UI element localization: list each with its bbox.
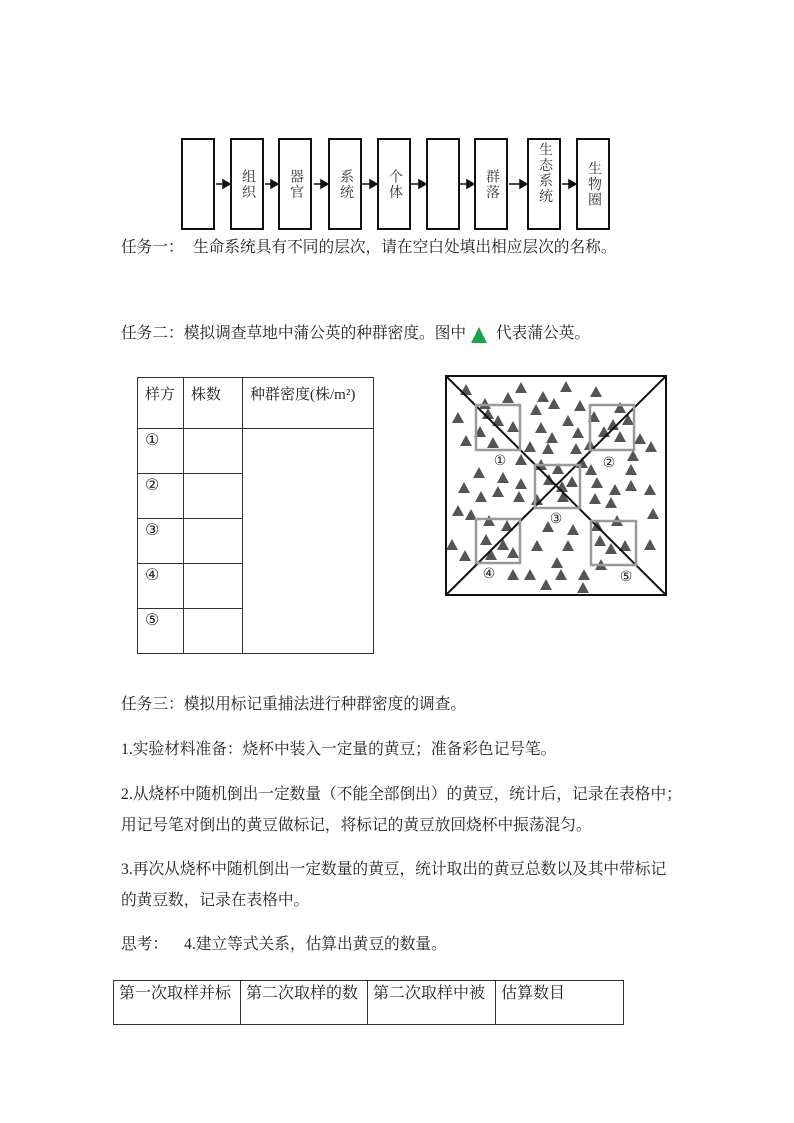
dandelion-marker [460,384,472,395]
row-label: ④ [138,564,184,609]
task2-legend-text: 代表蒲公英。 [496,325,591,342]
row-label: ③ [138,519,184,564]
dandelion-marker [459,550,471,561]
dandelion-marker [562,540,574,551]
count-cell [184,564,243,609]
dandelion-marker [625,480,637,491]
dandelion-marker [577,582,589,593]
dandelion-markers [446,381,659,593]
dandelion-marker [574,400,586,411]
count-cell [184,474,243,519]
dandelion-marker [452,412,464,423]
level-box-ecosystem [527,138,561,230]
dandelion-marker [507,569,519,580]
dandelion-marker [546,432,558,443]
dandelion-marker [614,402,626,413]
dandelion-marker [507,547,519,558]
dandelion-marker [570,443,582,454]
dandelion-marker [540,579,552,590]
quadrat-table [137,377,374,654]
arrowhead [467,180,474,188]
arrowhead [223,180,230,188]
level-box-system [328,138,362,230]
arrowhead [569,180,576,188]
dandelion-marker [591,477,603,488]
dandelion-marker [537,391,549,402]
dandelion-marker [622,414,634,425]
level-label: 组织 [240,168,255,200]
think-label: 思考： [121,936,169,953]
dandelion-marker [515,478,527,489]
dandelion-marker [458,482,470,493]
level-label: 系统 [338,168,353,200]
table-row [138,429,374,474]
dandelion-marker [480,534,492,545]
dandelion-marker [555,569,567,580]
dandelion-marker [507,421,519,432]
dandelion-marker [634,433,646,444]
step-1-line-1: 1.实验材料准备：烧杯中装入一定量的黄豆；准备彩色记号笔。 [121,741,557,758]
level-box-biosphere [576,138,610,230]
header-density: 种群密度(株/m²) [243,378,374,429]
header-first-marked: 第一次取样并标 [114,981,241,1025]
task1-label: 任务一： [121,239,184,256]
dandelion-marker [487,437,499,448]
dandelion-marker [530,404,542,415]
dandelion-marker [598,426,610,437]
step-3-line-1: 3.再次从烧杯中随机倒出一定数量的黄豆，统计取出的黄豆总数以及其中带标记 [121,861,667,878]
table-header-row [138,378,374,429]
header-count: 株数 [184,378,243,429]
dandelion-marker [548,398,560,409]
header-second-count: 第二次取样的数 [241,981,368,1025]
dandelion-marker [578,569,590,580]
dandelion-marker [644,539,656,550]
dandelion-marker [614,431,626,442]
dandelion-marker [479,398,491,409]
quadrat-label-2: ② [602,455,616,471]
level-box-tissue [230,138,264,230]
dandelion-marker [513,491,525,502]
dandelion-marker [562,415,574,426]
arrowhead [520,180,527,188]
dandelion-marker [531,540,543,551]
dandelion-marker [524,441,536,452]
header-sample: 样方 [138,378,184,429]
level-box-community [474,138,508,230]
dandelion-marker [535,422,547,433]
dandelion-marker [645,441,657,452]
count-cell [184,609,243,654]
row-label: ① [138,429,184,474]
dandelion-marker [452,505,464,516]
level-label: 生态系统 [537,142,552,204]
dandelion-marker [605,497,617,508]
quadrat-label-1: ① [493,453,507,469]
arrowhead [321,180,328,188]
table-header-row [114,981,624,1025]
row-label: ⑤ [138,609,184,654]
level-box-organ [278,138,312,230]
dandelion-marker [497,539,509,550]
dandelion-marker [446,539,458,550]
level-label: 群落 [484,168,499,200]
dandelion-marker [524,569,536,580]
dandelion-marker [515,382,527,393]
dandelion-marker [647,508,659,519]
arrowhead [370,180,377,188]
dandelion-marker [473,467,485,478]
dandelion-marker [609,484,621,495]
step-3-line-2: 的黄豆数，记录在表格中。 [121,892,310,909]
task3-title: 任务三：模拟用标记重捕法进行种群密度的调查。 [121,696,467,713]
dandelion-marker [566,476,578,487]
count-cell [184,519,243,564]
dandelion-marker [560,381,572,392]
level-box-blank-1 [181,138,215,230]
think-text: 4.建立等式关系，估算出黄豆的数量。 [184,936,447,953]
quadrat-label-3: ③ [549,511,563,527]
dandelion-marker [551,557,563,568]
arrowhead [271,180,278,188]
dandelion-marker [644,484,656,495]
dandelion-marker [483,515,495,526]
level-box-blank-2 [426,138,460,230]
dandelion-marker [590,386,602,397]
step-2-line-2: 用记号笔对倒出的黄豆做标记，将标记的黄豆放回烧杯中振荡混匀。 [121,817,592,834]
quadrat-label-5: ⑤ [619,569,633,585]
mark-recapture-table [113,980,624,1025]
level-label: 生物圈 [586,160,601,208]
dandelion-marker [594,535,606,546]
quadrat-label-4: ④ [482,566,496,582]
quadrat-figure [445,375,668,597]
dandelion-marker [502,392,514,403]
dandelion-marker [542,443,554,454]
task1-text: 生命系统具有不同的层次，请在空白处填出相应层次的名称。 [193,239,617,256]
dandelion-marker [572,427,584,438]
level-box-individual [377,138,411,230]
row-label: ② [138,474,184,519]
dandelion-marker [625,464,637,475]
dandelion-marker [460,435,472,446]
dandelion-marker [589,493,601,504]
task2-text: 任务二：模拟调查草地中蒲公英的种群密度。图中 [121,325,467,342]
header-second-marked: 第二次取样中被 [368,981,496,1025]
level-label: 个体 [387,168,402,200]
count-cell [184,429,243,474]
density-cell [243,429,374,654]
green-triangle-icon [471,327,487,343]
dandelion-marker [585,464,597,475]
dandelion-marker [567,524,579,535]
header-estimate: 估算数目 [496,981,624,1025]
dandelion-marker [492,486,504,497]
dandelion-marker [627,450,639,461]
step-2-line-1: 2.从烧杯中随机倒出一定数量（不能全部倒出）的黄豆，统计后，记录在表格中； [121,786,682,803]
dandelion-marker [497,472,509,483]
level-label: 器官 [288,168,303,200]
dandelion-marker [475,491,487,502]
arrowhead [419,180,426,188]
